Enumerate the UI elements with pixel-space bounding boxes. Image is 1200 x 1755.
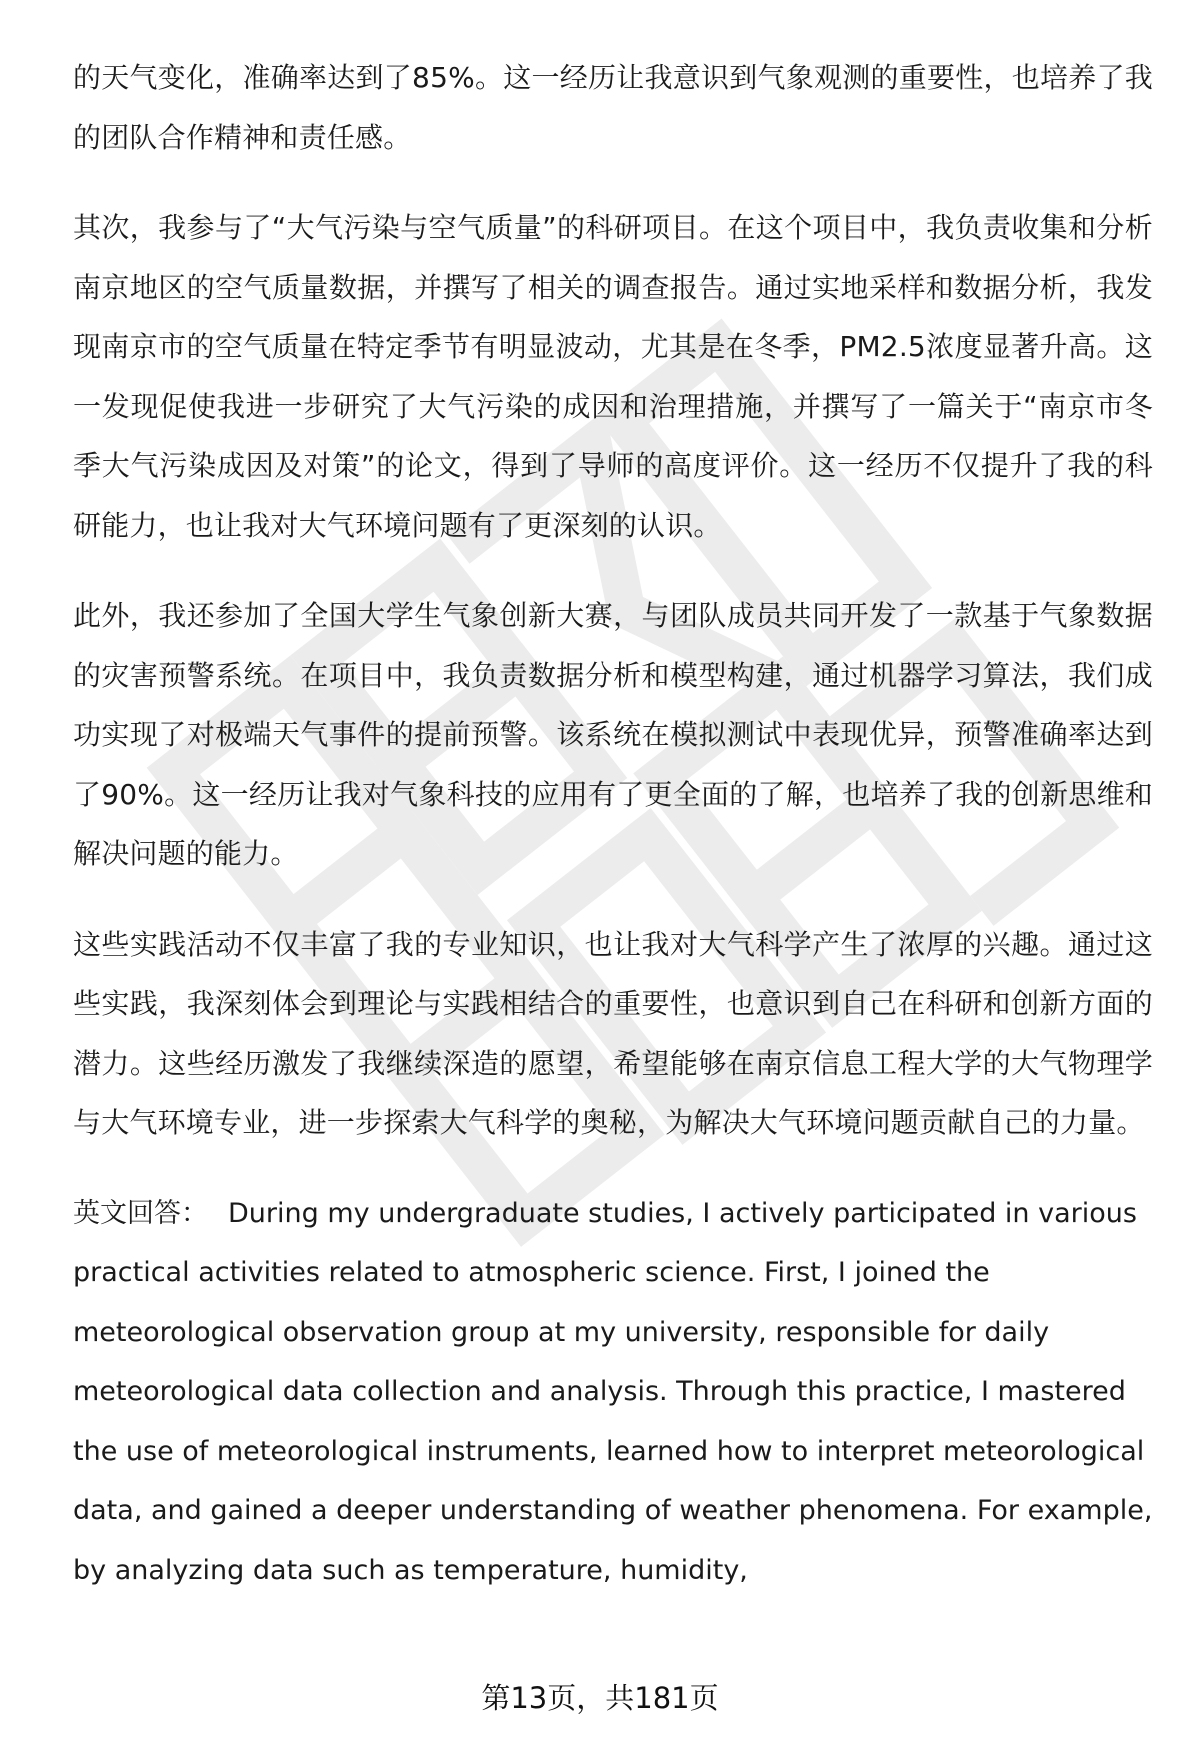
paragraph-2: 其次，我参与了“大气污染与空气质量”的科研项目。在这个项目中，我负责收集和分析南京地区的空气质量数据，并撰写了相关的调查报告。通过实地采样和数据分析，我发现南京市的空气质量在特定季节有明显波动，尤其是在冬季，PM2.5浓度显著升高。这一发现促使我进一步研究了大气污染的成因和治理措施，并撰写了一篇关于“南京市冬季大气污染成因及对策”的论文，得到了导师的高度评价。这一经历不仅提升了我的科研能力，也让我对大气环境问题有了更深刻的认识。 xyxy=(73,211,1153,542)
english-answer-paragraph xyxy=(73,1184,1153,1601)
english-answer-text: During my undergraduate studies, I actively participated in various practical activities related to atmospheric science. First, I joined the meteorological observation group at my university, responsible for daily meteorological data collection and analysis. Through this practice, I mastered the use of meteorological instruments, learned how to interpret meteorological data, and gained a deeper understanding of weather phenomena. For example, by analyzing data such as temperature, humidity, xyxy=(73,1197,1153,1586)
paragraph-1: 的天气变化，准确率达到了85%。这一经历让我意识到气象观测的重要性，也培养了我的团队合作精神和责任感。 xyxy=(73,61,1153,154)
paragraph-4: 这些实践活动不仅丰富了我的专业知识，也让我对大气科学产生了浓厚的兴趣。通过这些实践，我深刻体会到理论与实践相结合的重要性，也意识到自己在科研和创新方面的潜力。这些经历激发了我继续深造的愿望，希望能够在南京信息工程大学的大气物理学与大气环境专业，进一步探索大气科学的奥秘，为解决大气环境问题贡献自己的力量。 xyxy=(73,927,1153,1139)
paragraph-3: 此外，我还参加了全国大学生气象创新大赛，与团队成员共同开发了一款基于气象数据的灾害预警系统。在项目中，我负责数据分析和模型构建，通过机器学习算法，我们成功实现了对极端天气事件的提前预警。该系统在模拟测试中表现优异，预警准确率达到了90%。这一经历让我对气象科技的应用有了更全面的了解，也培养了我的创新思维和解决问题的能力。 xyxy=(73,599,1153,870)
english-answer-label: 英文回答： xyxy=(73,1197,208,1229)
page-number: 第13页，共181页 xyxy=(481,1681,719,1715)
document-body xyxy=(73,48,1153,1631)
